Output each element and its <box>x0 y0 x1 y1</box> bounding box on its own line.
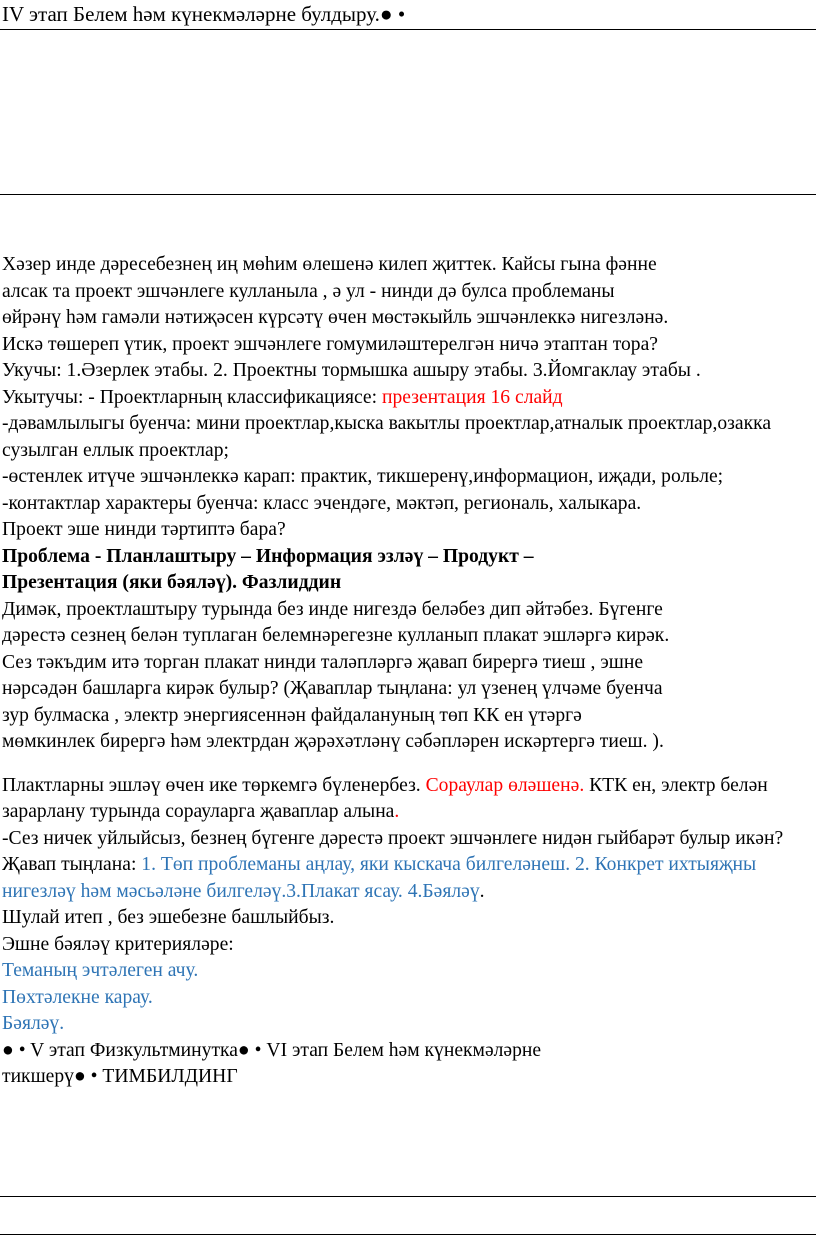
paragraph-gap <box>2 756 812 773</box>
intro-line: Хәзер инде дәресебезнең иң мөһим өлешенә килеп җиттек. Кайсы гына фәнне <box>2 254 657 275</box>
stage-heading <box>2 2 405 26</box>
groups-rest: КТК ен, электр белән зарарлану турында сорауларга җаваплар алына <box>2 774 768 822</box>
classification-item: -өстенлек итүче эшчәнлеккә карап: практик, тикшеренү,информацион, иҗади, рольле; <box>2 466 724 487</box>
divider <box>0 1234 816 1235</box>
intro-line: алсак та проект эшчәнлеге кулланыла , ә ул - нинди дә булса проблеманы <box>2 280 615 302</box>
groups-paragraph <box>2 773 812 826</box>
questions-handed-out: Сораулар өләшенә. <box>425 774 585 796</box>
bullet-icons: ● • <box>379 2 406 26</box>
dimak-line: Сез тәкъдим итә торган плакат нинди таләпләргә җавап бирергә тиеш , эшне <box>2 651 644 673</box>
classification-item: -контактлар характеры буенча: класс эчендәге, мәктәп, региональ, халыкара. <box>2 492 642 514</box>
criteria-title: Эшне бәяләү критерияләре: <box>2 933 234 955</box>
slide-reference: презентация 16 слайд <box>381 386 563 408</box>
intro-line: Искә төшереп үтик, проект эшчәнлеге гомумиләштерелгән ничә этаптан тора? <box>2 333 658 355</box>
dimak-line: нәрсәдән башларга кирәк булыр? (Җаваплар тыңлана: ул үзенең үлчәме буенча <box>2 678 663 699</box>
criteria-item: Бәяләү. <box>2 1013 65 1034</box>
dimak-line: Димәк, проектлаштыру турында без инде нигездә беләбез дип әйтәбез. Бүгенге <box>2 598 663 620</box>
answer-dot: . <box>479 880 485 902</box>
pupil-answer: Укучы: 1.Әзерлек этабы. 2. Проектны тормышка ашыру этабы. 3.Йомгаклау этабы . <box>2 360 701 381</box>
divider <box>0 194 816 195</box>
groups-text: Плактларны эшләү өчен ике төркемгә бүленербез. <box>2 774 426 796</box>
divider <box>0 1196 816 1197</box>
divider <box>0 29 816 30</box>
stage-title: IV этап Белем һәм күнекмәләрне булдыру. <box>2 2 380 26</box>
criteria-item: Пөхтәлекне карау. <box>2 986 153 1008</box>
teacher-prefix: Укытучы: - Проектларның классификациясе: <box>2 386 382 408</box>
answer-text: 1. Төп проблеманы аңлау, яки кыскача билгеләнеш. 2. Конкрет ихтыяҗны нигезләү һәм мәсьәләне билгеләү.3.Плакат ясау. 4.Бәяләү <box>2 854 757 902</box>
question-paragraph <box>2 826 812 906</box>
criteria-item: Теманың эчтәлеген ачу. <box>2 960 199 981</box>
project-stages-line: Презентация (яки бәяләү). Фазлиддин <box>2 572 342 593</box>
footer-stage-line: ● • V этап Физкультминутка● • VI этап Белем һәм күнекмәләрне <box>2 1039 542 1061</box>
intro-line: өйрәнү һәм гамәли нәтиҗәсен күрсәтү өчен мөстәкыйль эшчәнлеккә нигезләнә. <box>2 307 669 328</box>
project-stages-line: Проблема - Планлаштыру – Информация эзләү – Продукт – <box>2 545 534 567</box>
start-line: Шулай итеп , без эшебезне башлыйбыз. <box>2 907 335 928</box>
classification-item: -дәвамлылыгы буенча: мини проектлар,кыска вакытлы проектлар,атналык проектлар,озакка сузылган еллык проектлар; <box>2 413 772 461</box>
footer-stage-line: тикшерү● • ТИМБИЛДИНГ <box>2 1066 238 1087</box>
order-question: Проект эше нинди тәртиптә бара? <box>2 519 286 540</box>
dimak-line: мөмкинлек бирергә һәм электрдан җәрәхәтләнү сәбәпләрен искәртергә тиеш. ). <box>2 731 664 752</box>
groups-dot: . <box>394 801 400 822</box>
question-text: -Сез ничек уйлыйсыз, безнең бүгенге дәрестә проект эшчәнлеге нидән гыйбарәт булыр икән? Җавап тыңлана: <box>2 827 784 875</box>
dimak-line: зур булмаска , электр энергиясеннән файдалануның төп КК ен үтәргә <box>2 704 582 726</box>
dimak-line: дәрестә сезнең белән туплаган белемнәрегезне кулланып плакат эшләргә кирәк. <box>2 625 670 646</box>
lesson-body <box>2 252 812 1091</box>
teacher-line <box>2 385 812 412</box>
